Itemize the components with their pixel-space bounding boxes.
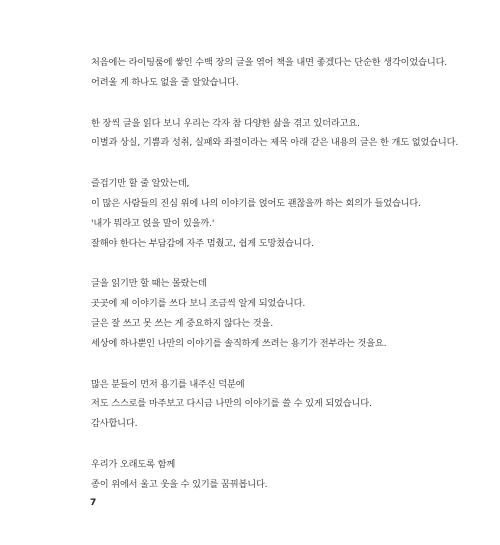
paragraph-6: [91, 455, 471, 495]
paragraph-3: [91, 174, 471, 253]
text-line: 종이 위에서 울고 웃을 수 있기를 꿈꿔봅니다.: [91, 478, 268, 490]
text-line: 많은 분들이 먼저 용기를 내주신 덕분에: [91, 378, 245, 390]
text-line: 감사합니다.: [91, 418, 138, 430]
text-line: 이별과 상실, 기쁨과 성취, 실패와 좌절이라는 제목 아래 같은 내용의 글은 한 개도 없었습니다.: [91, 137, 459, 149]
paragraph-5: [91, 375, 471, 434]
text-line: 글은 잘 쓰고 못 쓰는 게 중요하지 않다는 것을.: [91, 317, 273, 329]
page-number: 7: [90, 498, 97, 508]
text-line: 잘해야 한다는 부담감에 자주 멈췄고, 쉽게 도망쳤습니다.: [91, 237, 314, 249]
paragraph-4: [91, 274, 471, 353]
text-line: 저도 스스로를 마주보고 다시금 나만의 이야기를 쓸 수 있게 되었습니다.: [91, 398, 372, 410]
page-body: [91, 53, 471, 516]
paragraph-1: [91, 53, 471, 93]
text-line: 어려울 게 하나도 없을 줄 알았습니다.: [91, 76, 239, 88]
text-line: 세상에 하나뿐인 나만의 이야기를 솔직하게 쓰려는 용기가 전부라는 것을요.: [91, 337, 387, 349]
text-line: 우리가 오래도록 함께: [91, 458, 176, 470]
paragraph-2: [91, 114, 471, 154]
text-line: 즐겁기만 할 줄 알았는데,: [91, 178, 190, 190]
text-line: 곳곳에 제 이야기를 쓰다 보니 조금씩 알게 되었습니다.: [91, 298, 306, 310]
text-line: 처음에는 라이팅룸에 쌓인 수백 장의 글을 엮어 책을 내면 좋겠다는 단순한 생각이었습니다.: [91, 57, 448, 68]
text-line: '내가 뭐라고 얹을 말이 있을까.': [91, 217, 215, 229]
text-line: 글을 읽기만 할 때는 몰랐는데: [91, 278, 207, 290]
text-line: 이 많은 사람들의 진심 위에 나의 이야기를 얹어도 괜찮을까 하는 회의가 들었습니다.: [91, 197, 421, 209]
text-line: 한 장씩 글을 읽다 보니 우리는 각자 참 다양한 삶을 겪고 있더라고요.: [91, 117, 360, 129]
